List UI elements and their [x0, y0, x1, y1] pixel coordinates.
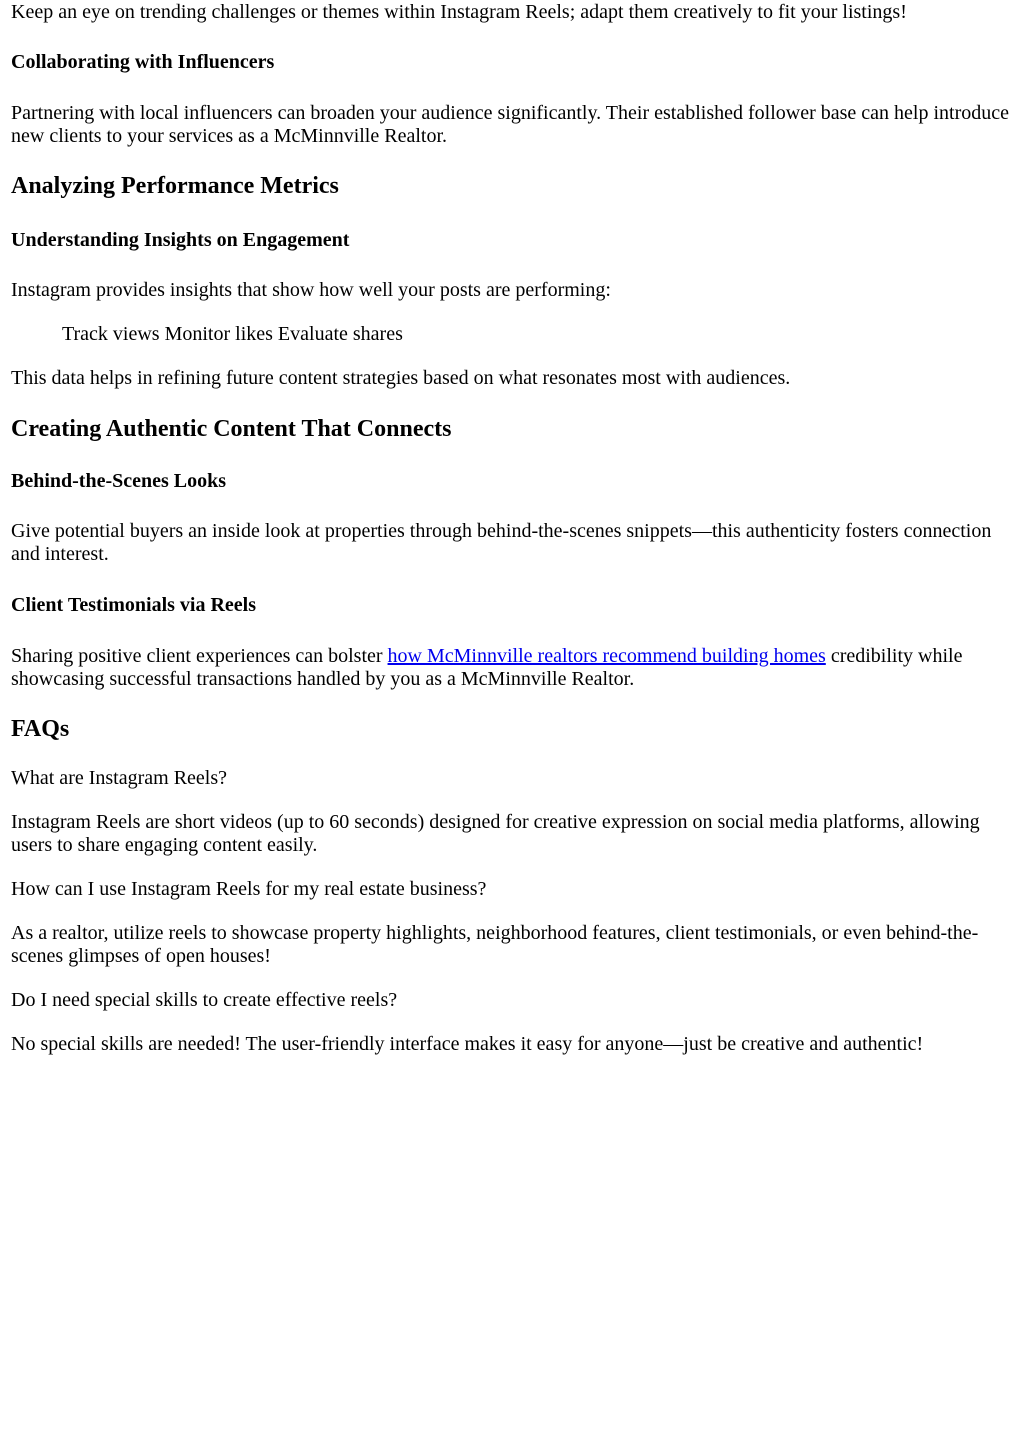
influencers-paragraph: Partnering with local influencers can broaden your audience significantly. Their established follower base can help introduce new clients to your services as a McMinnville Realtor.	[11, 102, 1009, 147]
faqs-heading: FAQs	[11, 716, 70, 742]
mcminnville-realtors-link[interactable]: how McMinnville realtors recommend building homes	[387, 645, 826, 667]
faq-question: What are Instagram Reels?	[11, 767, 228, 789]
testimonials-text-before: Sharing positive client experiences can bolster	[11, 645, 388, 667]
insights-intro-paragraph: Instagram provides insights that show how well your posts are performing:	[11, 279, 611, 301]
faq-answer: As a realtor, utilize reels to showcase property highlights, neighborhood features, client testimonials, or even behind-the-scenes glimpses of open houses!	[11, 922, 979, 967]
testimonials-text-after: credibility while showcasing successful transactions handled by you as a McMinnville Realtor.	[11, 645, 963, 690]
metrics-heading: Analyzing Performance Metrics	[11, 173, 339, 199]
behind-the-scenes-paragraph: Give potential buyers an inside look at properties through behind-the-scenes snippets—this authenticity fosters connection and interest.	[11, 520, 992, 565]
authentic-content-heading: Creating Authentic Content That Connects	[11, 416, 452, 442]
behind-the-scenes-heading: Behind-the-Scenes Looks	[11, 470, 227, 492]
trending-tip-paragraph: Keep an eye on trending challenges or themes within Instagram Reels; adapt them creatively to fit your listings!	[11, 1, 907, 23]
faq-answer: No special skills are needed! The user-friendly interface makes it easy for anyone—just be creative and authentic!	[11, 1033, 924, 1055]
influencers-heading: Collaborating with Influencers	[11, 51, 275, 73]
metrics-list: Track views Monitor likes Evaluate shares	[62, 323, 403, 345]
faq-question: Do I need special skills to create effective reels?	[11, 989, 398, 1011]
testimonials-heading: Client Testimonials via Reels	[11, 594, 257, 616]
testimonials-paragraph	[11, 645, 1016, 691]
faq-question: How can I use Instagram Reels for my real estate business?	[11, 878, 487, 900]
engagement-insights-heading: Understanding Insights on Engagement	[11, 229, 350, 251]
faq-answer: Instagram Reels are short videos (up to 60 seconds) designed for creative expression on social media platforms, allowing users to share engaging content easily.	[11, 811, 980, 856]
metrics-conclusion-paragraph: This data helps in refining future content strategies based on what resonates most with audiences.	[11, 367, 791, 389]
